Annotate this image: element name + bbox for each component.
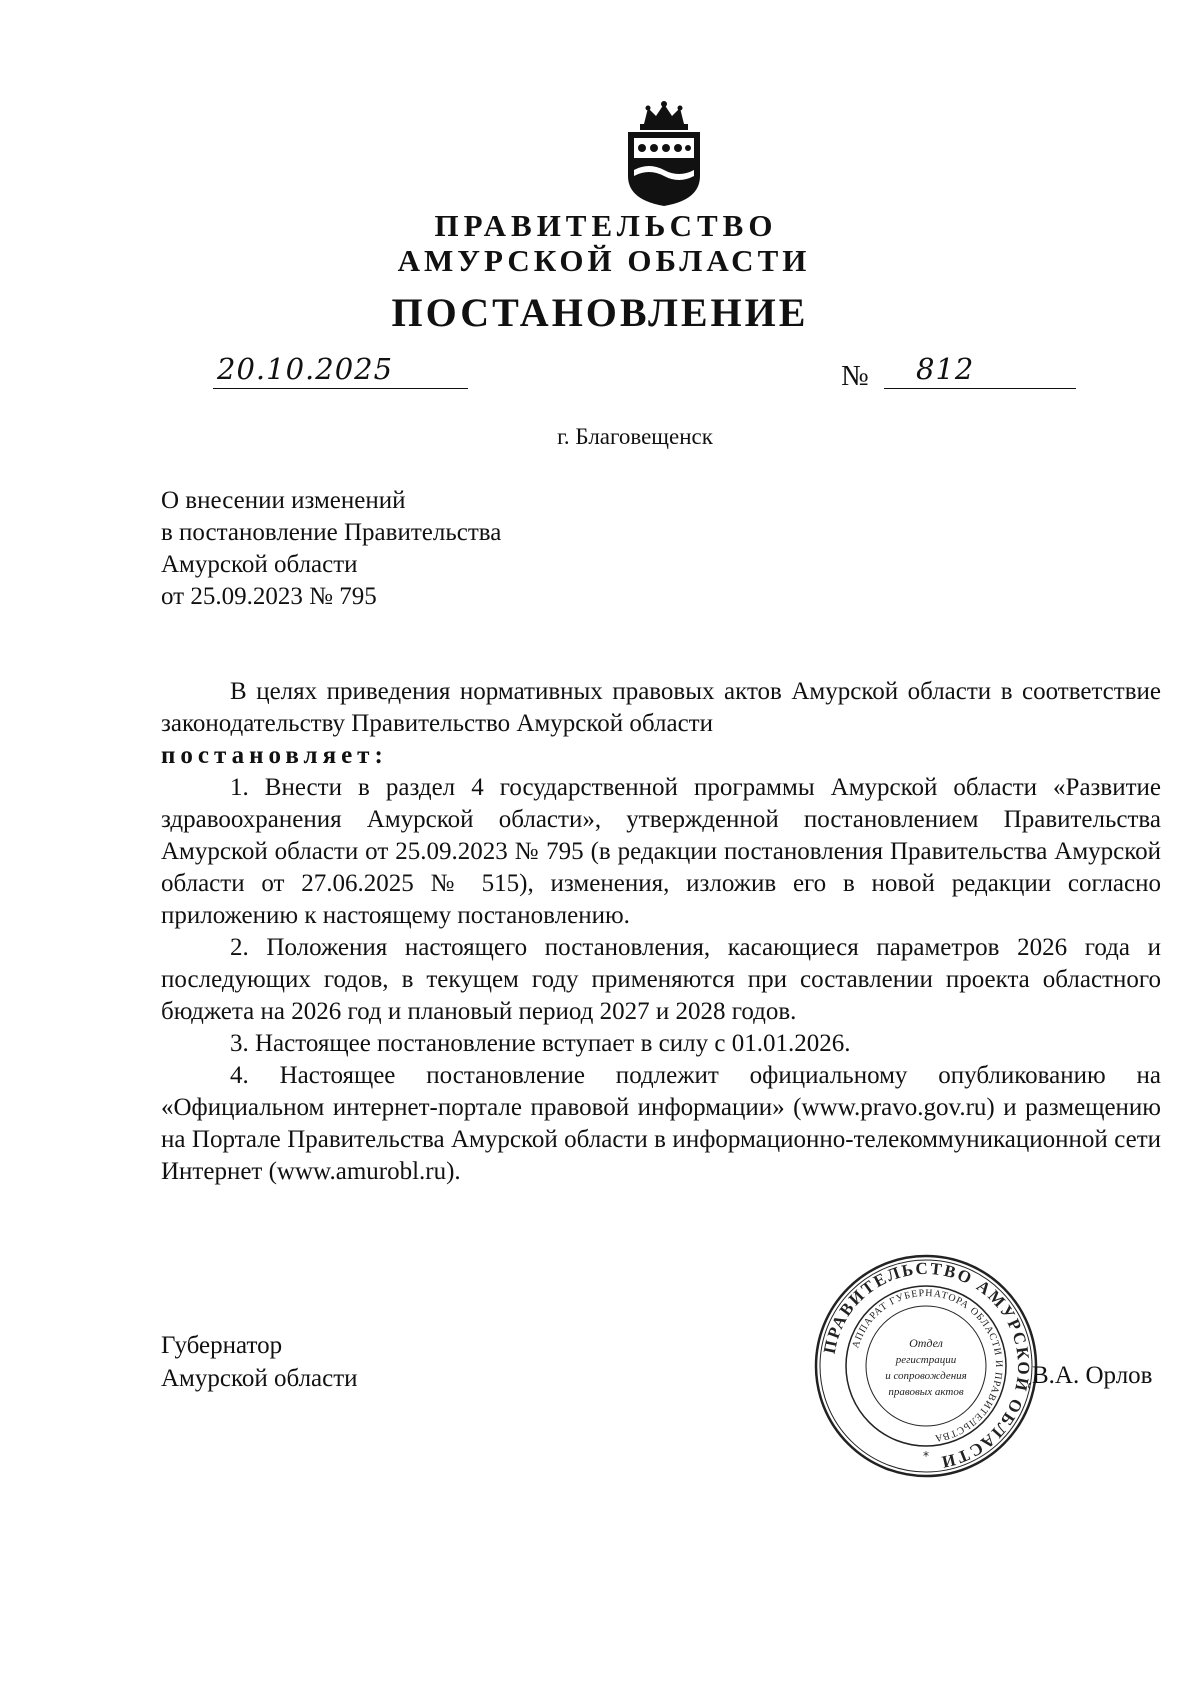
document-subject [161, 485, 501, 613]
government-name-line2: АМУРСКОЙ ОБЛАСТИ [397, 243, 811, 278]
stamp-outer-text: ПРАВИТЕЛЬСТВО АМУРСКОЙ ОБЛАСТИ [819, 1258, 1034, 1472]
number-label: № [841, 360, 869, 392]
stamp-inner-text: АППАРАТ ГУБЕРНАТОРА ОБЛАСТИ И ПРАВИТЕЛЬСТВА [850, 1287, 1005, 1444]
subject-line: Амурской области [161, 551, 358, 578]
body-item: 2. Положения настоящего постановления, касающиеся параметров 2026 года и последующих годов, в текущем году применяются при составлении проекта областного бюджета на 2026 год и плановый период 2027 и 2028 годов. [161, 934, 1161, 1025]
number-field [884, 352, 1076, 389]
subject-line: в постановление Правительства [161, 519, 502, 546]
stamp-center-line: регистрации [895, 1354, 957, 1366]
subject-line: от 25.09.2023 № 795 [161, 583, 377, 610]
city-line: г. Благовещенск [557, 424, 713, 449]
signer-name: В.А. Орлов [1032, 1362, 1153, 1389]
decree-word: постановляет: [161, 742, 388, 769]
body-item: 3. Настоящее постановление вступает в силу с 01.01.2026. [230, 1030, 851, 1057]
official-stamp [812, 1252, 1040, 1480]
body-item: 4. Настоящее постановление подлежит официальному опубликованию на «Официальном интернет-портале правовой информации» (www.pravo.gov.ru) и размещению на Портале Правительства Амурской области в информационно-телекоммуникационной сети Интернет (www.amurobl.ru). [161, 1062, 1161, 1185]
document-type-title: ПОСТАНОВЛЕНИЕ [391, 290, 809, 335]
preamble-paragraph: В целях приведения нормативных правовых актов Амурской области в соответствие законодательству Правительство Амурской области [161, 678, 1161, 737]
signer-position [161, 1329, 358, 1395]
signer-position-line1: Губернатор [161, 1332, 283, 1359]
coat-of-arms-icon [622, 100, 706, 208]
body-item: 1. Внести в раздел 4 государственной программы Амурской области «Развитие здравоохранения Амурской области», утвержденной постановлением Правительства Амурской области от 25.09.2023 № 795 (в редакции постановления Правительства Амурской области от 27.06.2025 № 515), изменения, изложив его в новой редакции согласно приложению к настоящему постановлению. [161, 774, 1161, 929]
stamp-star-icon: * [923, 1449, 929, 1463]
handwritten-date: 20.10.2025 [217, 352, 394, 386]
subject-line: О внесении изменений [161, 487, 406, 514]
stamp-center-line: правовых актов [888, 1386, 964, 1398]
signer-position-line2: Амурской области [161, 1365, 358, 1392]
handwritten-number: 812 [916, 352, 975, 386]
stamp-center-line: Отдел [909, 1336, 943, 1350]
government-name-line1: ПРАВИТЕЛЬСТВО [434, 208, 778, 243]
stamp-center-line: и сопровождения [885, 1370, 967, 1382]
document-body [161, 676, 1161, 1188]
date-field [213, 352, 468, 389]
